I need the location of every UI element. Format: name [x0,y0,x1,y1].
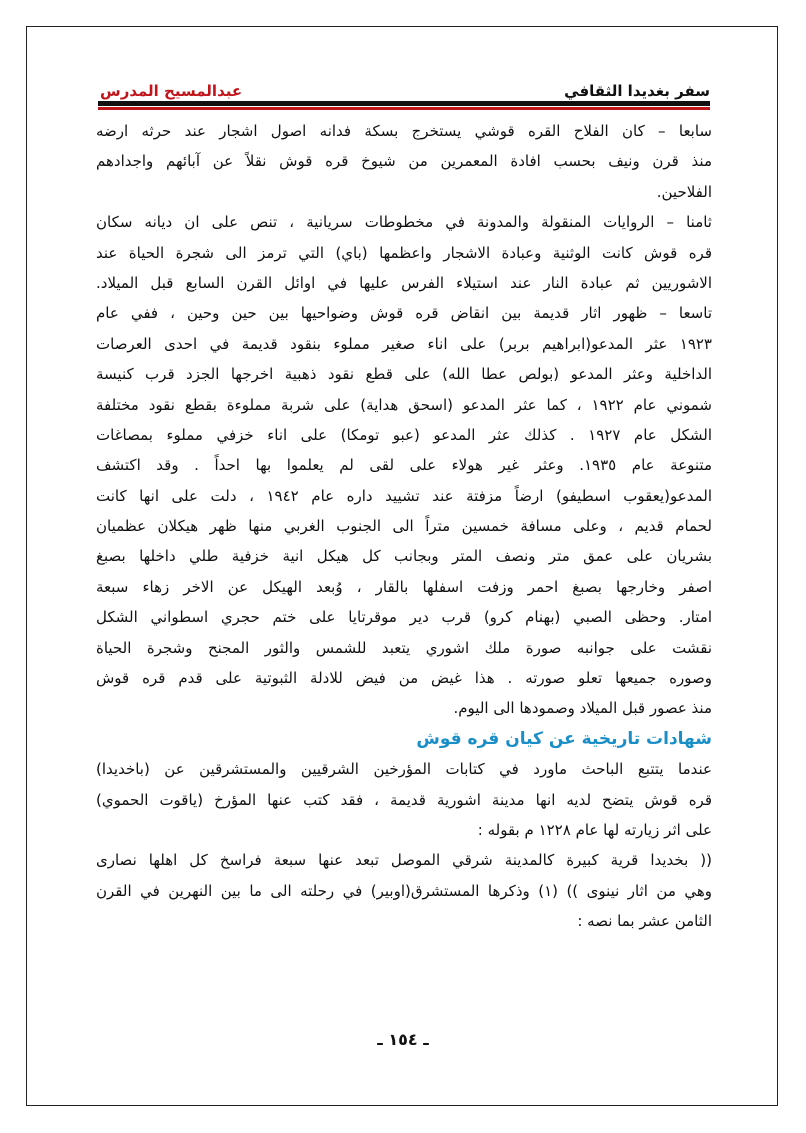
body-line: قره قوش يتضح لديه انها مدينة اشورية قديمة ، فقد كتب عنها المؤرخ (ياقوت الحموي) [96,790,712,809]
body-line: وصوره جميعها تعلو صورته . هذا غيض من فيض للادلة الثبوتية على قدم قره قوش [96,669,712,688]
body-line: منذ عصور قبل الميلاد وصمودها الى اليوم. [453,699,712,718]
body-line: متنوعة عام ١٩٣٥. وعثر غير هولاء على لقى لم يعلموا بها احداً . وقد اكتشف [96,456,712,475]
body-line: على اثر زيارته لها عام ١٢٢٨ م بقوله : [477,820,712,839]
body-line: تاسعا – ظهور اثار قديمة بين انقاض قره قوش وضواحيها بين حين وحين ، ففي عام [96,304,712,323]
body-line: قره قوش كانت الوثنية وعبادة الاشجار واعظمها (باي) التي ترمز الى شجرة الحياة عند [96,243,712,262]
header-rule-black [98,101,710,106]
body-line: منذ قرن ونيف بحسب افادة المعمرين من شيوخ قره قوش نقلاً عن آبائهم واجدادهم [96,152,712,171]
body-line: عندما يتتبع الباحث ماورد في كتابات المؤرخين الشرقيين والمستشرقين عن (باخديدا) [96,760,712,779]
section-heading: شهادات تاريخية عن كيان قره قوش [416,728,712,749]
body-line: لحمام قديم ، وعلى مسافة خمسين متراً الى الجنوب الغربي منها ظهر هيكلان عظميان [96,517,712,536]
body-line: ١٩٢٣ عثر المدعو(ابراهيم بربر) على اناء صغير مملوء بنقود قديمة في احدى العرصات [96,334,712,353]
body-line: الشكل عام ١٩٢٧ . كذلك عثر المدعو (عبو تومكا) على اناء خزفي مملوء بمصاغات [96,425,712,444]
body-line: الثامن عشر بما نصه : [577,912,712,931]
body-line: شموني عام ١٩٢٢ ، كما عثر المدعو (اسحق هداية) على شربة مملوءة بقطع نقود مختلفة [96,395,712,414]
body-line: نقشت على جوانبه صورة ملك اشوري يتعبد للشمس والثور المجنح وشجرة الحياة [96,638,712,657]
body-line: امتار. وحظى الصبي (بهنام كرو) قرب دير موقرتايا على ختم حجري اسطواني الشكل [96,608,712,627]
header-author: عبدالمسيح المدرس [100,82,243,100]
body-line: المدعو(يعقوب اسطيفو) ارضاً مزفتة عند تشييد داره عام ١٩٤٢ ، دلت على انها كانت [96,486,712,505]
header-rule-red [98,107,710,110]
header-book-title: سفر بغديدا الثقافي [564,82,710,100]
body-line: اصفر وخارجها بصبغ احمر وزفت اسفلها بالقار ، وُبعد الهيكل عن الاخر زهاء سبعة [96,577,712,596]
body-line: الفلاحين. [656,182,712,201]
page-body [96,116,712,937]
body-line: بشريان على عمق متر ونصف المتر وبجانب كل هيكل انية خزفية طلي داخلها بصبغ [96,547,712,566]
body-line: وهي من اثار نينوى )) (١) وذكرها المستشرق(اوبير) في رحلته الى ما بين النهرين في القرن [96,881,712,900]
body-line: الداخلية وعثر المدعو (بولص عطا الله) على قطع نقود ذهبية اخرجها الجزد قرب كنيسة [96,365,712,384]
page-number: ـ ١٥٤ ـ [377,1030,429,1049]
body-line: سابعا – كان الفلاح القره قوشي يستخرج بسكة فدانه اصول اشجار عند حرثه ارضه [96,122,712,140]
body-line: الاشوريين ثم عبادة النار عند استيلاء الفرس عليها في اوائل القرن السابع قبل الميلاد. [96,273,712,292]
body-line: ثامنا – الروايات المنقولة والمدونة في مخطوطات سريانية ، تنص على ان ديانه سكان [96,213,712,232]
body-line: (( بخديدا قرية كبيرة كالمدينة شرقي الموصل تبعد عنها سبعة فراسخ كل اهلها نصارى [96,851,712,870]
